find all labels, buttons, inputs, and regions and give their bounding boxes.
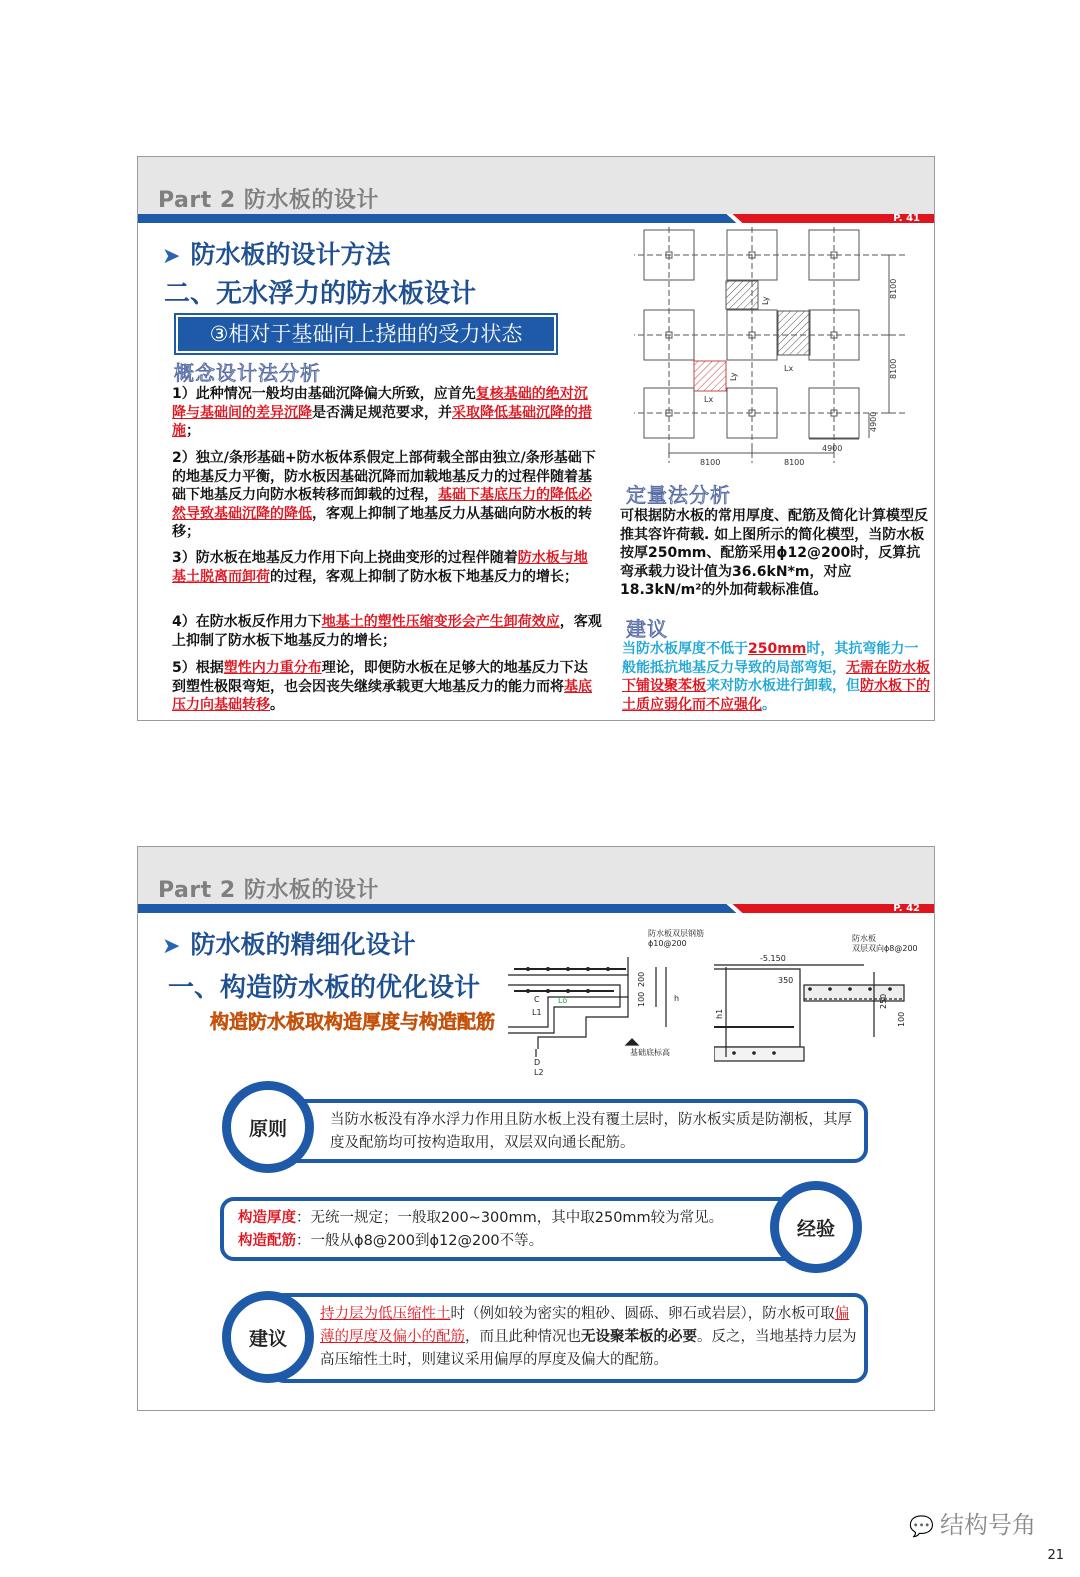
section-heading: ➤ 防水板的设计方法 [162,240,391,269]
svg-text:双层双向ϕ8@200: 双层双向ϕ8@200 [852,944,918,953]
page-number-badge: P. 41 [893,213,920,224]
concept-title: 概念设计法分析 [174,361,321,385]
svg-text:ϕ10@200: ϕ10@200 [648,939,687,948]
wechat-icon: 💬 [909,1514,934,1538]
svg-text:8100: 8100 [889,358,898,379]
experience-badge [770,1181,862,1273]
svg-text:C: C [534,995,540,1004]
slide-header-title: Part 2 防水板的设计 [158,878,379,903]
svg-text:Ly: Ly [761,296,770,305]
text-segment: 持力层为低压缩性土 [320,1306,451,1322]
text-segment: 基础下基底压力的降低必然导致基础沉降的降低 [172,487,592,522]
topic-banner: ③相对于基础向上挠曲的受力状态 [176,315,556,353]
text-segment: 是否满足规范要求，并 [312,404,452,421]
advice-text [622,640,930,714]
text-segment: 基底压力向基础转移 [172,678,592,713]
text-segment: 复核基础的绝对沉降与基础间的差异沉降 [172,386,588,421]
text-segment: 2）独立/条形基础+防水板体系假定上部荷载全部由独立/条形基础下的地基反力平衡，防水板因基础沉降而加载地基反力的过程伴随着基础下地基反力向防水板转移而卸载的过程， [172,450,596,503]
text-segment: 无需在防水板下铺设聚苯板 [622,659,930,694]
text-segment: 的过程，客观上抑制了防水板下地基反力的增长； [270,568,578,585]
text-segment: 。反之，当地基持力层为高压缩性土时，则建议采用偏厚的厚度及偏大的配筋。 [320,1329,857,1368]
suggestion-label: 建议 [229,1298,307,1376]
text-segment: 4）在防水板反作用力下 [172,614,322,630]
experience-box [220,1197,820,1261]
slide-header [138,847,934,905]
arrow-icon: ➤ [162,934,181,959]
svg-text:Lx: Lx [704,395,714,404]
page-number: 21 [1047,1548,1064,1563]
svg-text:4900: 4900 [869,411,878,432]
advice-title: 建议 [626,617,668,641]
svg-text:D: D [534,1058,541,1067]
svg-text:100: 100 [897,1011,906,1027]
concept-point-2 [172,449,598,542]
suggestion-text [320,1303,860,1372]
text-segment: 3）防水板在地基反力作用下向上挠曲变形的过程伴随着 [172,550,518,566]
section-subheading: 一、构造防水板的优化设计 [168,973,481,1003]
arrow-icon: ➤ [162,244,181,269]
suggestion-badge [222,1291,314,1383]
svg-text:-5.150: -5.150 [760,954,786,963]
principle-box [270,1099,868,1163]
text-segment: 来对防水板进行卸载，但 [706,678,860,694]
text-segment: 采取降低基础沉降的措施 [172,404,592,439]
svg-text:基础底标高: 基础底标高 [630,1048,670,1057]
page-number-badge: P. 42 [893,903,920,914]
text-segment: 。 [270,697,284,713]
wechat-brand: 💬 结构号角 [909,1511,1036,1539]
header-stripe [138,904,934,913]
experience-label: 经验 [777,1188,855,1266]
slide-header [138,157,934,215]
text-segment: ，客观上抑制了地基反力从基础向防水板的转移； [172,505,592,540]
svg-text:防水板: 防水板 [852,934,876,943]
section-heading: ➤ 防水板的精细化设计 [162,930,416,959]
slide-header-title: Part 2 防水板的设计 [158,188,379,213]
text-segment: 无设聚苯板的必要 [581,1329,697,1345]
text-segment: 理论，即便防水板在足够大的地基反力下达到塑性极限弯矩，也会因丧失继续承载更大地基反力的能力而将 [172,660,588,695]
text-segment: 。 [762,696,776,713]
svg-text:8100: 8100 [784,458,805,467]
section-subheading: 二、无水浮力的防水板设计 [164,279,477,309]
concept-point-4 [172,613,602,650]
concept-point-1 [172,385,598,441]
text-segment: 时（例如较为密实的粗砂、圆砾、卵石或岩层），防水板可取 [450,1306,835,1322]
svg-text:h: h [674,994,680,1003]
text-segment: ，客观上抑制了防水板下地基反力的增长； [172,614,602,649]
text-segment: 防水板下的土质应弱化而不应强化 [622,678,930,713]
experience-text: 构造厚度：无统一规定；一般取200~300mm，其中取250mm较为常见。 构造配筋：一般从ϕ8@200到ϕ12@200不等。 [238,1210,724,1249]
svg-text:防水板双层钢筋: 防水板双层钢筋 [648,929,704,938]
text-segment: 偏薄的厚度及偏小的配筋 [320,1306,850,1345]
text-segment: 塑性内力重分布 [223,660,322,676]
principle-label: 原则 [229,1088,307,1166]
quant-title: 定量法分析 [626,483,731,507]
slide-p42 [137,846,935,1411]
svg-text:100: 100 [637,991,646,1007]
text-segment: 时，其抗弯能力一般能抵抗地基反力导致的局部弯矩， [622,641,919,676]
svg-text:4900: 4900 [822,444,843,453]
quant-text: 可根据防水板的常用厚度、配筋及简化计算模型反推其容许荷载. 如上图所示的简化模型，当防水板按厚250mm、配筋采用ϕ12@200时，反算抗弯承载力设计值为36.6kN*m，对应18.3kN/m²的外加荷载标准值。 [620,508,928,598]
text-segment: ； [186,423,200,439]
column-grid-diagram [634,227,924,477]
suggestion-box [270,1293,868,1383]
slide-p41 [137,156,935,721]
svg-text:L2: L2 [534,1068,544,1077]
text-segment: 250mm [748,641,807,657]
header-stripe [138,214,934,223]
svg-text:Ly: Ly [729,372,738,381]
subtitle-orange: 构造防水板取构造厚度与构造配筋 [210,1011,496,1033]
text-segment: 5）根据 [172,660,224,676]
svg-text:Lo: Lo [558,996,568,1005]
text-segment: ，而且此种情况也 [465,1329,581,1345]
concept-point-3 [172,549,598,586]
text-segment: 防水板与地基土脱离而卸荷 [172,550,588,585]
text-segment: 当防水板厚度不低于 [622,641,748,657]
svg-text:Lx: Lx [784,364,794,373]
principle-text: 当防水板没有净水浮力作用且防水板上没有覆土层时，防水板实质是防潮板，其厚度及配筋均可按构造取用，双层双向通长配筋。 [330,1112,852,1151]
detail-drawing-b [714,927,924,1077]
svg-text:200: 200 [637,971,646,987]
svg-text:250: 250 [879,993,888,1009]
text-segment: 1）此种情况一般均由基础沉降偏大所致，应首先 [172,386,476,402]
concept-point-5 [172,659,598,715]
svg-text:350: 350 [778,976,794,985]
svg-text:8100: 8100 [700,458,721,467]
principle-badge [222,1081,314,1173]
svg-text:L1: L1 [532,1008,542,1017]
detail-drawing-a [508,927,708,1077]
svg-text:h1: h1 [715,1008,724,1019]
text-segment: 地基土的塑性压缩变形会产生卸荷效应 [321,614,560,630]
svg-text:8100: 8100 [889,278,898,299]
